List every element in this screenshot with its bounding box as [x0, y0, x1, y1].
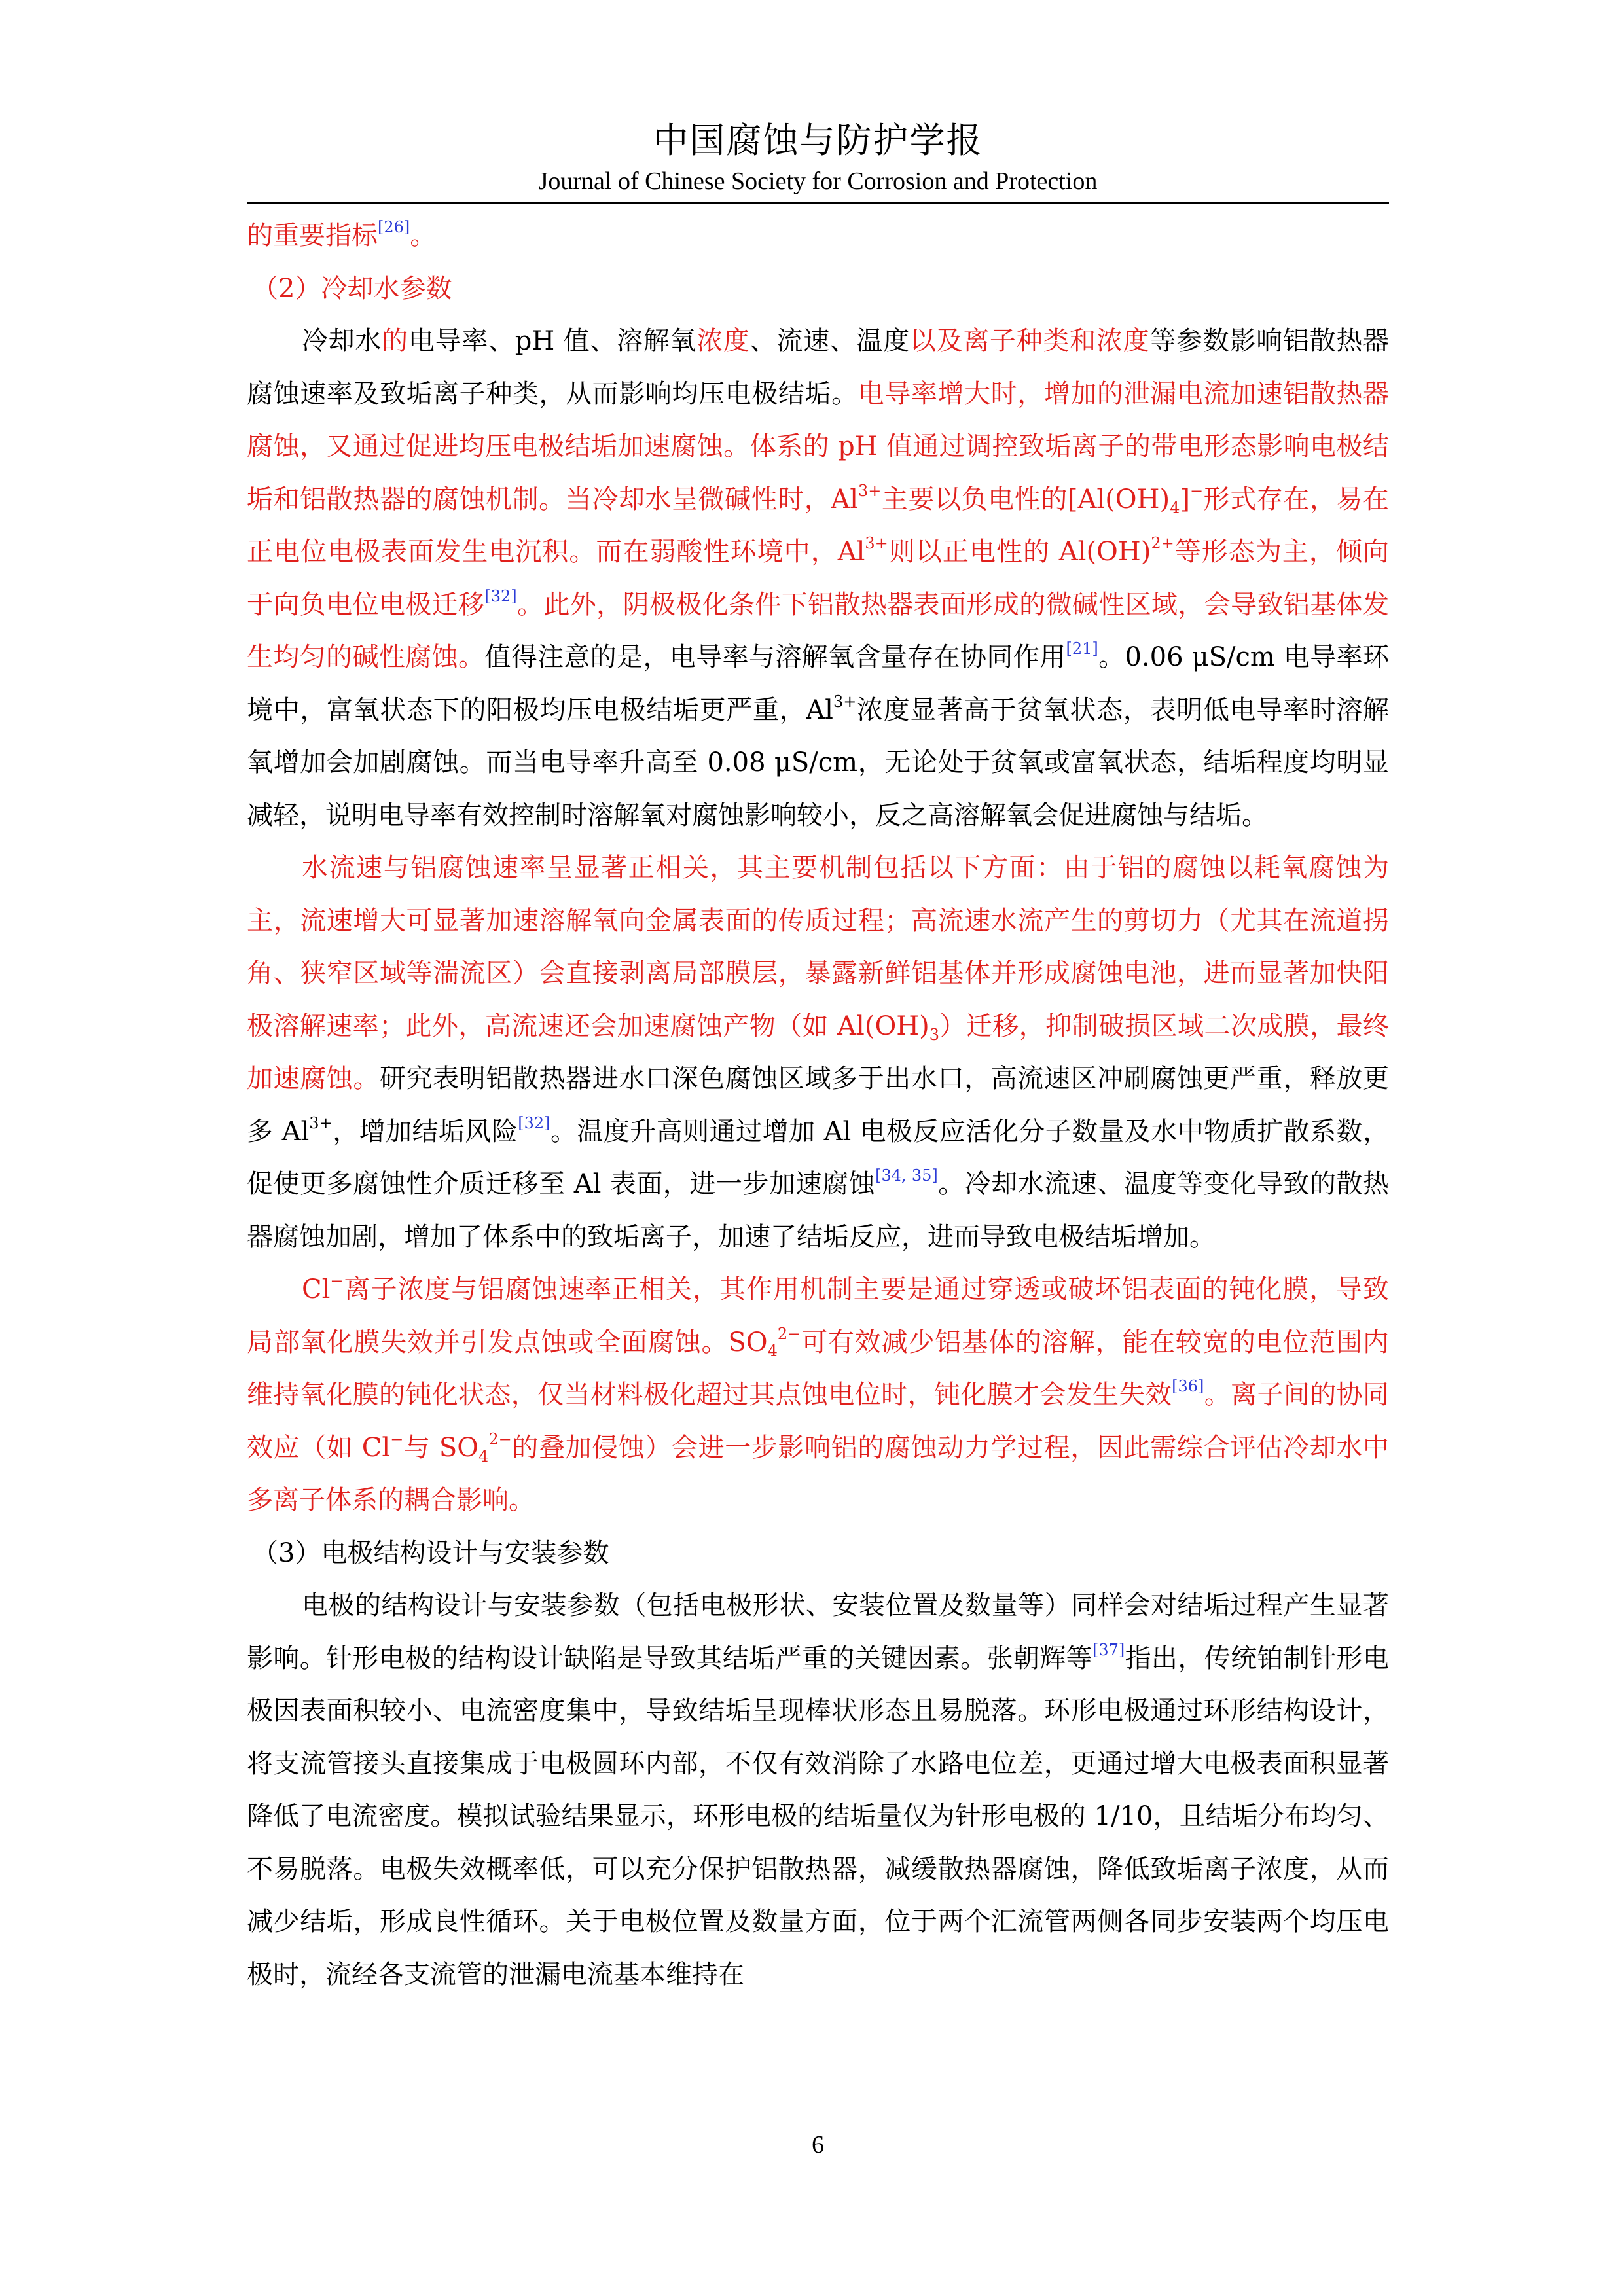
paragraph-chloride-ions: Cl−离子浓度与铝腐蚀速率正相关，其作用机制主要是通过穿透或破坏铝表面的钝化膜，导致局部氧化膜失效并引发点蚀或全面腐蚀。$SO_4^{2-}$可有效减少铝基体的溶解，能在较宽的电位范围内维持氧化膜的钝化状态，仅当材料极化超过其点蚀电位时，钝化膜才会发生失效[36]。离子间的协同效应（如 Cl−与 $SO_4^{2-}$的叠加侵蚀）会进一步影响铝的腐蚀动力学过程，因此需综合评估冷却水中多离子体系的耦合影响。 [247, 1272, 1390, 1515]
paragraph-electrode-design: 电极的结构设计与安装参数（包括电极形状、安装位置及数量等）同样会对结垢过程产生显著影响。针形电极的结构设计缺陷是导致其结垢严重的关键因素。张朝辉等[37]指出，传统铂制针形电极因表面积较小、电流密度集中，导致结垢呈现棒状形态且易脱落。环形电极通过环形结构设计，将支流管接头直接集成于电极圆环内部，不仅有效消除了水路电位差，更通过增大电极表面积显著降低了电流密度。模拟试验结果显示，环形电极的结垢量仅为针形电极的 1/10，且结垢分布均匀、不易脱落。电极失效概率低，可以充分保护铝散热器，减缓散热器腐蚀，降低致垢离子浓度，从而减少结垢，形成良性循环。关于电极位置及数量方面，位于两个汇流管两侧各同步安装两个均压电极时，流经各支流管的泄漏电流基本维持在 [247, 1590, 1390, 1990]
citation-ref[interactable]: [21] [1066, 639, 1098, 658]
paragraph-cooling-water-parameters: 冷却水的电导率、pH 值、溶解氧浓度、流速、温度以及离子种类和浓度等参数影响铝散热器腐蚀速率及致垢离子种类，从而影响均压电极结垢。电导率增大时，增加的泄漏电流加速铝散热器腐蚀，又通过促进均压电极结垢加速腐蚀。体系的 pH 值通过调控致垢离子的带电形态影响电极结垢和铝散热器的腐蚀机制。当冷却水呈微碱性时，$Al^{3+}$主要以负电性的$[Al(OH)_4]^-$形式存在，易在正电位电极表面发生电沉积。而在弱酸性环境中，$Al^{3+}$则以正电性的 Al(OH)$^{2+}$等形态为主，倾向于向负电位电极迁移[32]。此外，阴极极化条件下铝散热器表面形成的微碱性区域，会导致铝基体发生均匀的碱性腐蚀。值得注意的是，电导率与溶解氧含量存在协同作用[21]。0.06 μS/cm 电导率环境中，富氧状态下的阳极均压电极结垢更严重，$Al^{3+}$浓度显著高于贫氧状态，表明低电导率时溶解氧增加会加剧腐蚀。而当电导率升高至 0.08 μS/cm，无论处于贫氧或富氧状态，结垢程度均明显减轻，说明电导率有效控制时溶解氧对腐蚀影响较小，反之高溶解氧会促进腐蚀与结垢。 [247, 326, 1390, 831]
citation-ref[interactable]: [32] [518, 1113, 550, 1132]
citation-ref[interactable]: [36] [1172, 1377, 1204, 1395]
body-text [247, 209, 1389, 2001]
journal-title-english: Journal of Chinese Society for Corrosion and Protection [538, 168, 1098, 195]
citation-ref[interactable]: [37] [1092, 1640, 1125, 1659]
paragraph-continuation: 的重要指标[26]。 [247, 218, 437, 251]
page-number: 6 [812, 2131, 824, 2159]
journal-title-chinese: 中国腐蚀与防护学报 [653, 120, 983, 161]
citation-ref[interactable]: [34, 35] [875, 1166, 938, 1185]
citation-ref[interactable]: [32] [484, 586, 517, 605]
red-highlight-text: 水流速与铝腐蚀速率呈显著正相关，其主要机制包括以下方面：由于铝的腐蚀以耗氧腐蚀为主，流速增大可显著加速溶解氧向金属表面的传质过程；高流速水流产生的剪切力（尤其在流道拐角、狭窄区域等湍流区）会直接剥离局部膜层，暴露新鲜铝基体并形成腐蚀电池，进而显著加快阳极溶解速率；此外，高流速还会加速腐蚀产物（如 $Al(OH)_3$）迁移，抑制破损区域二次成膜，最终加速腐蚀。 [247, 853, 1390, 1094]
citation-ref[interactable]: [26] [378, 218, 410, 236]
header-rule [247, 202, 1389, 204]
red-highlight-text: 电导率增大时，增加的泄漏电流加速铝散热器腐蚀，又通过促进均压电极结垢加速腐蚀。体系的 pH 值通过调控致垢离子的带电形态影响电极结垢和铝散热器的腐蚀机制。当冷却水呈微碱性时，$Al^{3+}$主要以负电性的$[Al(OH)_4]^-$形式存在，易在正电位电极表面发生电沉积。而在弱酸性环境中，$Al^{3+}$则以正电性的 Al(OH)$^{2+}$等形态为主，倾向于向负电位电极迁移[32]。此外，阴极极化条件下铝散热器表面形成的微碱性区域，会导致铝基体发生均匀的碱性腐蚀。 [247, 378, 1390, 672]
paragraph-flow-velocity: 水流速与铝腐蚀速率呈显著正相关，其主要机制包括以下方面：由于铝的腐蚀以耗氧腐蚀为主，流速增大可显著加速溶解氧向金属表面的传质过程；高流速水流产生的剪切力（尤其在流道拐角、狭窄区域等湍流区）会直接剥离局部膜层，暴露新鲜铝基体并形成腐蚀电池，进而显著加快阳极溶解速率；此外，高流速还会加速腐蚀产物（如 $Al(OH)_3$）迁移，抑制破损区域二次成膜，最终加速腐蚀。研究表明铝散热器进水口深色腐蚀区域多于出水口，高流速区冲刷腐蚀更严重，释放更多 $Al^{3+}$，增加结垢风险[32]。温度升高则通过增加 Al 电极反应活化分子数量及水中物质扩散系数，促使更多腐蚀性介质迁移至 Al 表面，进一步加速腐蚀[34, 35]。冷却水流速、温度等变化导致的散热器腐蚀加剧，增加了体系中的致垢离子，加速了结垢反应，进而导致电极结垢增加。 [247, 853, 1390, 1252]
section-heading-cooling-water: （2）冷却水参数 [252, 273, 452, 304]
section-heading-electrode-design: （3）电极结构设计与安装参数 [252, 1537, 609, 1568]
journal-header [247, 117, 1389, 198]
